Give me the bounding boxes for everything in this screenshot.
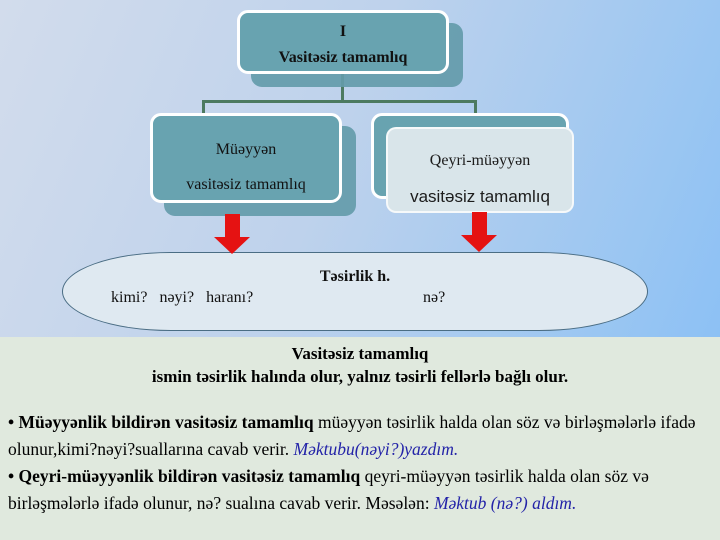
down-arrow-icon xyxy=(472,212,487,236)
down-arrow-icon xyxy=(461,235,497,252)
definite-node-box xyxy=(150,113,342,203)
definition-heading xyxy=(0,337,720,388)
definition-line1: Vasitəsiz tamamlıq xyxy=(291,344,429,363)
root-node-numeral: I xyxy=(339,23,347,40)
bullet-definite xyxy=(8,409,712,463)
bullet-definite-body: müəyyən təsirlik halda olan söz və birləşmələrlə ifadə olunur,kimi?nəyi?suallarına cavab verir. xyxy=(8,412,696,459)
down-arrow-icon xyxy=(225,214,240,238)
bullet-indefinite xyxy=(8,463,712,517)
bullet-indefinite-term: • Qeyri-müəyyənlik bildirən vasitəsiz tamamlıq xyxy=(8,466,361,486)
connector-line-horizontal xyxy=(202,100,477,103)
indefinite-question: nə? xyxy=(423,289,446,306)
bullet-list xyxy=(0,409,720,517)
bullet-definite-term: • Müəyyənlik bildirən vasitəsiz tamamlıq xyxy=(8,412,314,432)
indefinite-node-box xyxy=(386,127,574,213)
root-node-title: Vasitəsiz tamamlıq xyxy=(278,49,408,66)
definition-line2: ismin təsirlik halında olur, yalnız təsirli fellərlə bağlı olur. xyxy=(151,367,569,386)
indefinite-node-line1: Qeyri-müəyyən xyxy=(429,152,531,169)
definite-questions: kimi? nəyi? haranı? xyxy=(111,289,254,306)
case-capsule xyxy=(62,252,648,331)
definition-band xyxy=(0,337,720,540)
case-capsule-title: Təsirlik h. xyxy=(319,268,391,285)
definite-node-line1: Müəyyən xyxy=(215,141,277,158)
bullet-indefinite-example: Məktub (nə?) aldım. xyxy=(433,493,577,513)
indefinite-node-line2: vasitəsiz tamamlıq xyxy=(410,187,550,206)
root-node-box xyxy=(237,10,449,74)
down-arrow-icon xyxy=(214,237,250,254)
case-capsule-questions xyxy=(63,289,647,313)
bullet-definite-example: Məktubu(nəyi?)yazdım. xyxy=(293,439,459,459)
definite-node-line2: vasitəsiz tamamlıq xyxy=(186,176,306,193)
bullet-indefinite-body: qeyri-müəyyən təsirlik halda olan söz və birləşmələrlə ifadə olunur, nə? sualına cavab verir. Məsələn: xyxy=(8,466,649,513)
